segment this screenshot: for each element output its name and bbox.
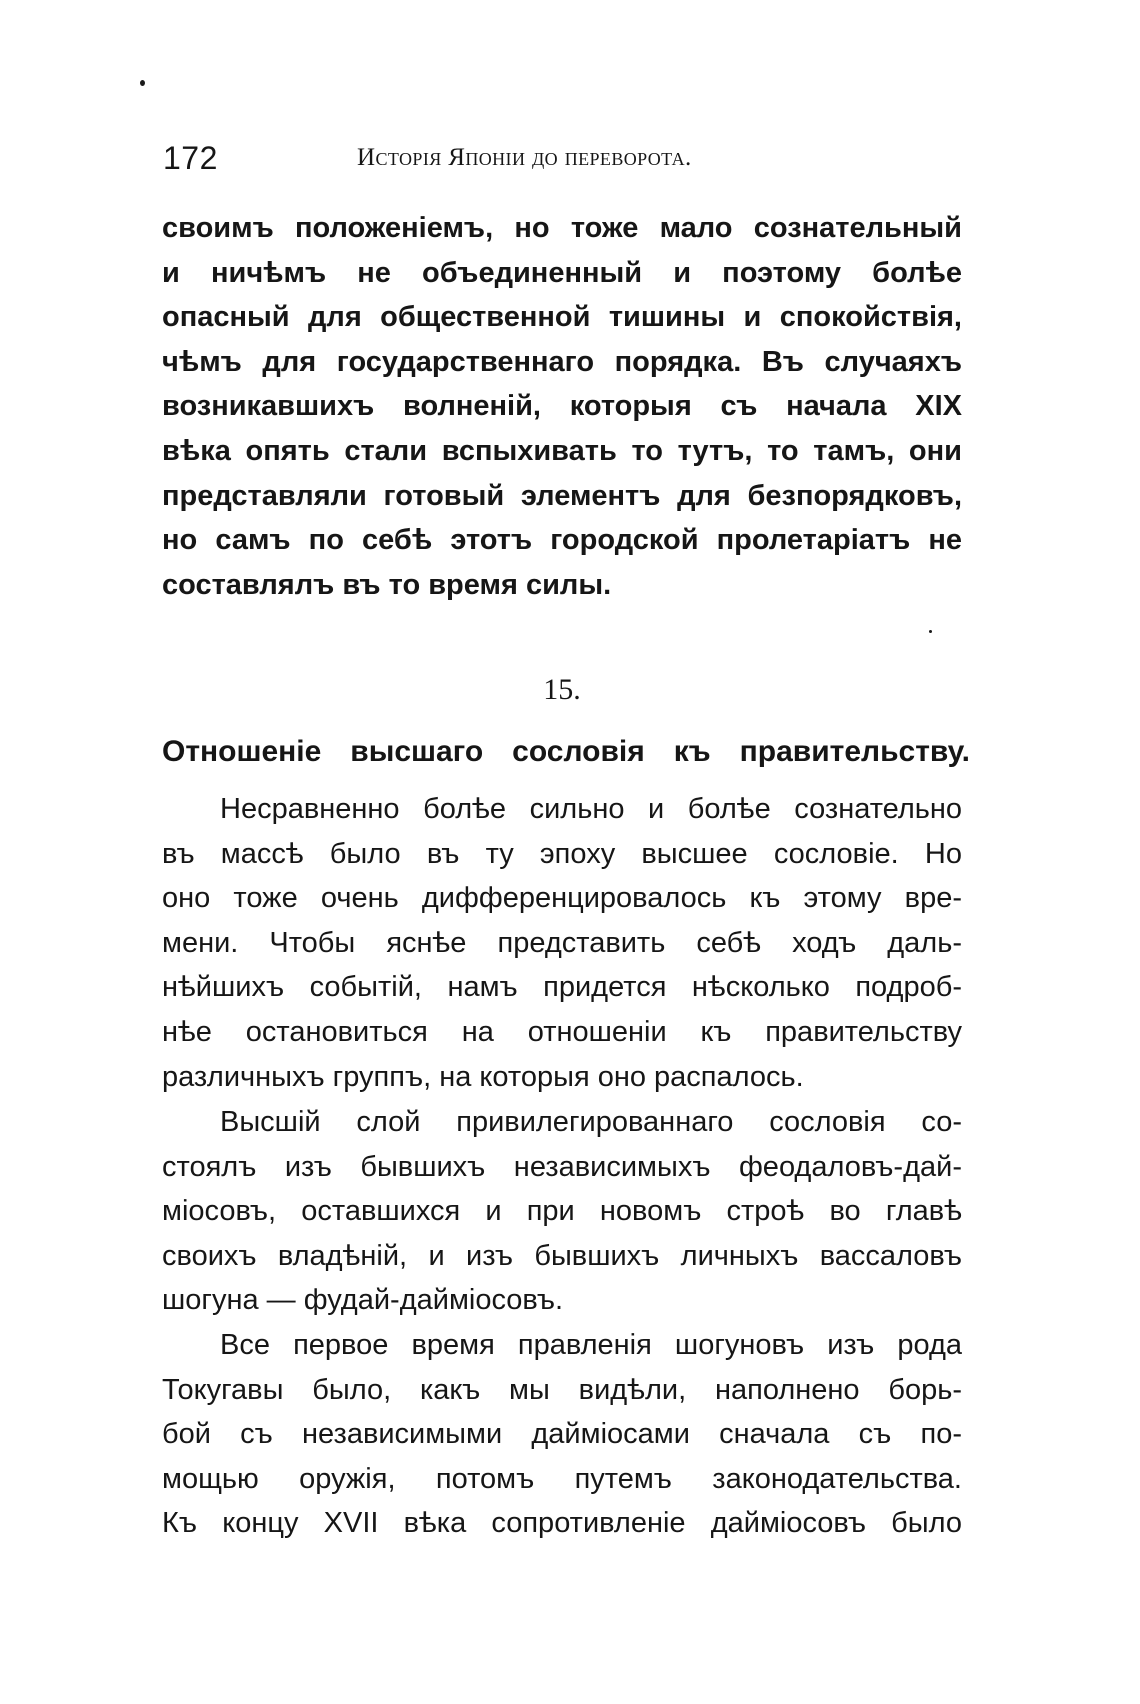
paragraph <box>162 1323 962 1546</box>
text-line: различныхъ группъ, на которыя оно распалось. <box>162 1060 804 1093</box>
text-line: нѣйшихъ событій, намъ придется нѣсколько подроб- <box>162 971 962 1004</box>
page-number: 172 <box>163 140 218 176</box>
running-title: Исторія Японіи до переворота. <box>357 144 692 171</box>
text-line: міосовъ, оставшихся и при новомъ строѣ во главѣ <box>162 1195 962 1228</box>
text-line: въ массѣ было въ ту эпоху высшее сословіе. Но <box>162 837 962 870</box>
text-line: шогуна — фудай-даймiосовъ. <box>162 1284 564 1317</box>
text-line: Несравненно болѣе сильно и болѣе сознательно <box>220 793 962 825</box>
text-line: нѣе остановиться на отношеніи къ правительству <box>162 1015 962 1048</box>
text-line: и ничѣмъ не объединенный и поэтому болѣе <box>162 256 962 289</box>
text-line: Къ концу XVII вѣка сопротивленіе даймiосовъ было <box>162 1507 962 1540</box>
text-line: опасный для общественной тишины и спокойствія, <box>162 301 962 334</box>
text-line: стоялъ изъ бывшихъ независимыхъ феодаловъ-дай- <box>162 1150 962 1183</box>
text-line: мени. Чтобы яснѣе представить себѣ ходъ даль- <box>162 926 962 959</box>
text-line: мощью оружія, потомъ путемъ законодательства. <box>162 1462 962 1495</box>
continued-paragraph <box>162 206 962 607</box>
text-line: Все первое время правленія шогуновъ изъ рода <box>220 1329 962 1361</box>
text-line: своихъ владѣній, и изъ бывшихъ личныхъ вассаловъ <box>162 1239 962 1272</box>
text-line: бой съ независимыми даймiосами сначала съ по- <box>162 1418 962 1451</box>
text-line: чѣмъ для государственнаго порядка. Въ случаяхъ <box>162 345 962 378</box>
paragraph <box>162 787 962 1099</box>
text-line: Токугавы было, какъ мы видѣли, наполнено борь- <box>162 1373 962 1406</box>
paragraph <box>162 1100 962 1323</box>
text-line: составлялъ въ то время силы. <box>162 568 612 601</box>
section-number: 15. <box>543 673 581 706</box>
print-speck <box>929 630 932 633</box>
text-line: Высшій слой привилегированнаго сословія со- <box>220 1106 962 1138</box>
text-line: возникавшихъ волненій, которыя съ начала XIX <box>162 390 962 423</box>
running-head <box>163 136 963 180</box>
section-title: Отношеніе высшаго сословія къ правительству. <box>162 735 970 768</box>
text-line: оно тоже очень дифференцировалось къ этому вре- <box>162 882 962 915</box>
text-line: своимъ положеніемъ, но тоже мало сознательный <box>162 212 962 244</box>
text-line: представляли готовый элементъ для безпорядковъ, <box>162 479 962 512</box>
text-line: вѣка опять стали вспыхивать то тутъ, то тамъ, они <box>162 434 962 467</box>
text-line: но самъ по себѣ этотъ городской пролетаріатъ не <box>162 524 962 557</box>
print-speck <box>140 80 145 86</box>
